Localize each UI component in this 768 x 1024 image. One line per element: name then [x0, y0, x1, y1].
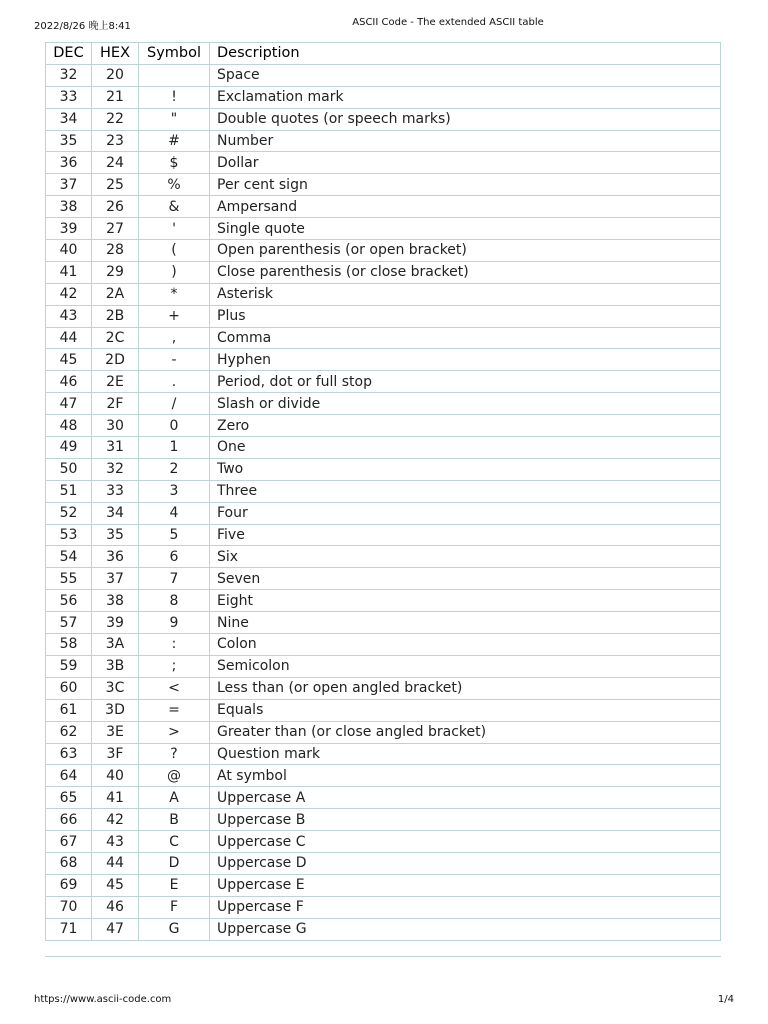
table-row [46, 634, 721, 656]
cell-description: Close parenthesis (or close bracket) [210, 261, 721, 283]
cell-description: Period, dot or full stop [210, 371, 721, 393]
cell-dec: 55 [46, 568, 92, 590]
cell-description: Uppercase G [210, 918, 721, 940]
table-row [46, 896, 721, 918]
table-row [46, 677, 721, 699]
page-divider [45, 956, 721, 957]
table-row [46, 437, 721, 459]
cell-dec: 42 [46, 283, 92, 305]
cell-dec: 37 [46, 174, 92, 196]
table-row [46, 371, 721, 393]
table-row [46, 743, 721, 765]
cell-dec: 46 [46, 371, 92, 393]
table-row [46, 612, 721, 634]
cell-hex: 25 [92, 174, 139, 196]
cell-hex: 43 [92, 831, 139, 853]
cell-dec: 49 [46, 437, 92, 459]
cell-hex: 42 [92, 809, 139, 831]
cell-symbol: 7 [139, 568, 210, 590]
cell-hex: 44 [92, 852, 139, 874]
cell-symbol: + [139, 305, 210, 327]
cell-hex: 41 [92, 787, 139, 809]
cell-symbol: $ [139, 152, 210, 174]
cell-dec: 67 [46, 831, 92, 853]
cell-hex: 32 [92, 458, 139, 480]
cell-description: At symbol [210, 765, 721, 787]
cell-dec: 59 [46, 655, 92, 677]
cell-dec: 60 [46, 677, 92, 699]
cell-hex: 30 [92, 415, 139, 437]
cell-hex: 29 [92, 261, 139, 283]
cell-hex: 37 [92, 568, 139, 590]
cell-symbol: , [139, 327, 210, 349]
cell-hex: 31 [92, 437, 139, 459]
cell-hex: 2E [92, 371, 139, 393]
cell-hex: 2B [92, 305, 139, 327]
cell-dec: 64 [46, 765, 92, 787]
cell-hex: 38 [92, 590, 139, 612]
cell-dec: 63 [46, 743, 92, 765]
cell-description: Exclamation mark [210, 86, 721, 108]
page-title: ASCII Code - The extended ASCII table [352, 17, 544, 28]
table-row [46, 787, 721, 809]
cell-description: Eight [210, 590, 721, 612]
cell-symbol: & [139, 196, 210, 218]
cell-description: Equals [210, 699, 721, 721]
cell-symbol: . [139, 371, 210, 393]
table-row [46, 393, 721, 415]
cell-symbol: # [139, 130, 210, 152]
cell-dec: 58 [46, 634, 92, 656]
cell-hex: 2D [92, 349, 139, 371]
cell-symbol [139, 64, 210, 86]
cell-hex: 33 [92, 480, 139, 502]
cell-symbol: ; [139, 655, 210, 677]
cell-dec: 45 [46, 349, 92, 371]
table-body [46, 64, 721, 940]
cell-hex: 3E [92, 721, 139, 743]
cell-description: Greater than (or close angled bracket) [210, 721, 721, 743]
cell-description: Asterisk [210, 283, 721, 305]
cell-description: Comma [210, 327, 721, 349]
cell-description: Ampersand [210, 196, 721, 218]
cell-hex: 3C [92, 677, 139, 699]
cell-dec: 43 [46, 305, 92, 327]
cell-symbol: D [139, 852, 210, 874]
table-row [46, 655, 721, 677]
cell-dec: 62 [46, 721, 92, 743]
cell-symbol: 0 [139, 415, 210, 437]
table-row [46, 480, 721, 502]
column-header-symbol: Symbol [139, 43, 210, 65]
cell-description: Uppercase F [210, 896, 721, 918]
cell-symbol: 3 [139, 480, 210, 502]
cell-dec: 39 [46, 218, 92, 240]
cell-symbol: : [139, 634, 210, 656]
cell-dec: 56 [46, 590, 92, 612]
cell-hex: 28 [92, 240, 139, 262]
table-row [46, 283, 721, 305]
cell-hex: 36 [92, 546, 139, 568]
cell-hex: 2F [92, 393, 139, 415]
table-row [46, 130, 721, 152]
cell-symbol: = [139, 699, 210, 721]
cell-dec: 32 [46, 64, 92, 86]
table-header-row [46, 43, 721, 65]
cell-symbol: > [139, 721, 210, 743]
cell-dec: 44 [46, 327, 92, 349]
cell-hex: 20 [92, 64, 139, 86]
cell-hex: 35 [92, 524, 139, 546]
cell-symbol: @ [139, 765, 210, 787]
cell-description: Four [210, 502, 721, 524]
cell-symbol: ? [139, 743, 210, 765]
cell-symbol: B [139, 809, 210, 831]
cell-description: Six [210, 546, 721, 568]
cell-dec: 38 [46, 196, 92, 218]
cell-hex: 34 [92, 502, 139, 524]
cell-symbol: 5 [139, 524, 210, 546]
cell-hex: 3B [92, 655, 139, 677]
cell-hex: 27 [92, 218, 139, 240]
cell-hex: 2C [92, 327, 139, 349]
table-row [46, 261, 721, 283]
cell-description: Two [210, 458, 721, 480]
cell-dec: 68 [46, 852, 92, 874]
cell-symbol: 2 [139, 458, 210, 480]
table-row [46, 174, 721, 196]
table-row [46, 524, 721, 546]
cell-symbol: 6 [139, 546, 210, 568]
cell-symbol: ! [139, 86, 210, 108]
cell-dec: 51 [46, 480, 92, 502]
cell-hex: 22 [92, 108, 139, 130]
table-row [46, 152, 721, 174]
cell-symbol: % [139, 174, 210, 196]
cell-dec: 34 [46, 108, 92, 130]
cell-description: Open parenthesis (or open bracket) [210, 240, 721, 262]
cell-symbol: 8 [139, 590, 210, 612]
cell-symbol: C [139, 831, 210, 853]
cell-dec: 36 [46, 152, 92, 174]
cell-symbol: F [139, 896, 210, 918]
cell-description: Space [210, 64, 721, 86]
cell-dec: 48 [46, 415, 92, 437]
cell-description: Number [210, 130, 721, 152]
column-header-description: Description [210, 43, 721, 65]
cell-symbol: A [139, 787, 210, 809]
table-row [46, 64, 721, 86]
cell-symbol: ) [139, 261, 210, 283]
cell-hex: 46 [92, 896, 139, 918]
cell-dec: 33 [46, 86, 92, 108]
cell-dec: 65 [46, 787, 92, 809]
cell-dec: 52 [46, 502, 92, 524]
cell-symbol: " [139, 108, 210, 130]
cell-hex: 39 [92, 612, 139, 634]
table-row [46, 305, 721, 327]
cell-symbol: - [139, 349, 210, 371]
cell-description: Single quote [210, 218, 721, 240]
ascii-table [45, 42, 721, 941]
cell-dec: 57 [46, 612, 92, 634]
cell-description: Dollar [210, 152, 721, 174]
cell-hex: 3D [92, 699, 139, 721]
page-number: 1/4 [717, 994, 734, 1005]
cell-hex: 47 [92, 918, 139, 940]
cell-hex: 3A [92, 634, 139, 656]
column-header-dec: DEC [46, 43, 92, 65]
cell-symbol: ( [139, 240, 210, 262]
table-row [46, 568, 721, 590]
table-row [46, 458, 721, 480]
cell-hex: 40 [92, 765, 139, 787]
cell-hex: 26 [92, 196, 139, 218]
table-row [46, 502, 721, 524]
table-row [46, 349, 721, 371]
cell-description: Semicolon [210, 655, 721, 677]
table-row [46, 590, 721, 612]
cell-dec: 40 [46, 240, 92, 262]
cell-symbol: G [139, 918, 210, 940]
cell-description: Five [210, 524, 721, 546]
cell-symbol: ' [139, 218, 210, 240]
cell-symbol: * [139, 283, 210, 305]
cell-description: Uppercase A [210, 787, 721, 809]
cell-description: Double quotes (or speech marks) [210, 108, 721, 130]
cell-dec: 35 [46, 130, 92, 152]
cell-dec: 47 [46, 393, 92, 415]
table-row [46, 240, 721, 262]
cell-hex: 21 [92, 86, 139, 108]
print-datetime: 2022/8/26 晚上8:41 [34, 21, 131, 32]
table-row [46, 831, 721, 853]
cell-dec: 69 [46, 874, 92, 896]
table-row [46, 699, 721, 721]
cell-description: Hyphen [210, 349, 721, 371]
cell-symbol: < [139, 677, 210, 699]
cell-dec: 54 [46, 546, 92, 568]
table-row [46, 765, 721, 787]
table-row [46, 809, 721, 831]
cell-symbol: E [139, 874, 210, 896]
cell-description: Nine [210, 612, 721, 634]
table-row [46, 874, 721, 896]
cell-dec: 66 [46, 809, 92, 831]
cell-symbol: 9 [139, 612, 210, 634]
cell-dec: 41 [46, 261, 92, 283]
cell-description: Three [210, 480, 721, 502]
source-url: https://www.ascii-code.com [34, 994, 172, 1005]
cell-dec: 50 [46, 458, 92, 480]
cell-description: Seven [210, 568, 721, 590]
table-row [46, 327, 721, 349]
table-row [46, 546, 721, 568]
cell-description: One [210, 437, 721, 459]
cell-description: Zero [210, 415, 721, 437]
cell-description: Less than (or open angled bracket) [210, 677, 721, 699]
cell-description: Colon [210, 634, 721, 656]
cell-dec: 71 [46, 918, 92, 940]
table-row [46, 196, 721, 218]
table-row [46, 918, 721, 940]
cell-dec: 61 [46, 699, 92, 721]
cell-symbol: 4 [139, 502, 210, 524]
cell-hex: 23 [92, 130, 139, 152]
table-row [46, 415, 721, 437]
cell-description: Uppercase B [210, 809, 721, 831]
cell-description: Uppercase D [210, 852, 721, 874]
cell-description: Plus [210, 305, 721, 327]
cell-hex: 24 [92, 152, 139, 174]
cell-dec: 53 [46, 524, 92, 546]
table-row [46, 218, 721, 240]
cell-description: Uppercase C [210, 831, 721, 853]
column-header-hex: HEX [92, 43, 139, 65]
cell-description: Slash or divide [210, 393, 721, 415]
table-row [46, 86, 721, 108]
cell-hex: 2A [92, 283, 139, 305]
cell-symbol: 1 [139, 437, 210, 459]
table-row [46, 108, 721, 130]
cell-dec: 70 [46, 896, 92, 918]
cell-hex: 45 [92, 874, 139, 896]
cell-hex: 3F [92, 743, 139, 765]
cell-description: Per cent sign [210, 174, 721, 196]
cell-symbol: / [139, 393, 210, 415]
cell-description: Question mark [210, 743, 721, 765]
table-row [46, 852, 721, 874]
cell-description: Uppercase E [210, 874, 721, 896]
table-row [46, 721, 721, 743]
